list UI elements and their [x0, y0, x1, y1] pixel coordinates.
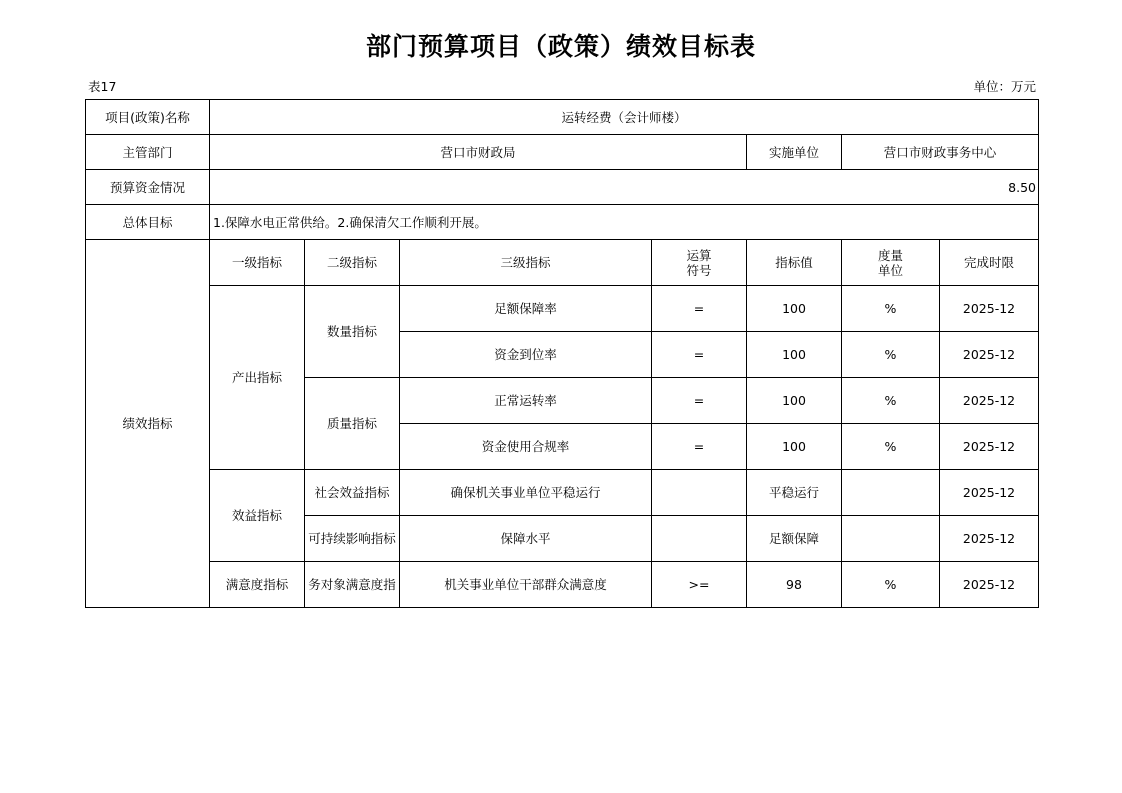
indicator-value: 100 — [747, 286, 842, 332]
indicator-deadline: 2025-12 — [940, 378, 1039, 424]
indicator-value: 足额保障 — [747, 516, 842, 562]
department-value: 营口市财政局 — [210, 135, 747, 170]
indicator-name: 确保机关事业单位平稳运行 — [400, 470, 652, 516]
indicator-value: 100 — [747, 332, 842, 378]
indicator-deadline: 2025-12 — [940, 332, 1039, 378]
indicator-deadline: 2025-12 — [940, 424, 1039, 470]
indicator-row — [86, 562, 1039, 608]
subgroup-quantity: 数量指标 — [305, 286, 400, 378]
indicator-unit: % — [842, 562, 940, 608]
department-row — [86, 135, 1039, 170]
header-value: 指标值 — [747, 240, 842, 286]
indicator-unit: % — [842, 424, 940, 470]
overall-goal-label: 总体目标 — [86, 205, 210, 240]
indicator-operator: = — [652, 424, 747, 470]
indicator-operator: = — [652, 378, 747, 424]
indicator-name: 正常运转率 — [400, 378, 652, 424]
indicator-operator: = — [652, 332, 747, 378]
project-name-value: 运转经费（会计师楼） — [210, 100, 1039, 135]
indicator-unit: % — [842, 332, 940, 378]
group-satisfaction: 满意度指标 — [210, 562, 305, 608]
subgroup-service-satisfaction: 务对象满意度指 — [305, 562, 400, 608]
subgroup-quality: 质量指标 — [305, 378, 400, 470]
indicator-deadline: 2025-12 — [940, 286, 1039, 332]
subgroup-social: 社会效益指标 — [305, 470, 400, 516]
indicator-name: 保障水平 — [400, 516, 652, 562]
header-operator — [652, 240, 747, 286]
implementing-unit-label: 实施单位 — [747, 135, 842, 170]
budget-value: 8.50 — [210, 170, 1039, 205]
sheet-number: 表17 — [88, 79, 117, 94]
indicator-deadline: 2025-12 — [940, 516, 1039, 562]
header-unit-line2: 单位 — [877, 262, 903, 278]
indicator-operator: >= — [652, 562, 747, 608]
indicator-name: 足额保障率 — [400, 286, 652, 332]
indicator-deadline: 2025-12 — [940, 562, 1039, 608]
indicator-name: 机关事业单位干部群众满意度 — [400, 562, 652, 608]
header-unit — [842, 240, 940, 286]
indicator-row — [86, 470, 1039, 516]
indicator-header-row — [86, 240, 1039, 286]
indicator-deadline: 2025-12 — [940, 470, 1039, 516]
indicator-row — [86, 286, 1039, 332]
header-operator-line2: 符号 — [686, 262, 712, 278]
indicator-operator — [652, 516, 747, 562]
header-level2: 二级指标 — [305, 240, 400, 286]
implementing-unit-value: 营口市财政事务中心 — [842, 135, 1039, 170]
budget-row — [86, 170, 1039, 205]
project-name-label: 项目(政策)名称 — [86, 100, 210, 135]
page-title: 部门预算项目（政策）绩效目标表 — [365, 32, 756, 61]
indicator-unit: % — [842, 286, 940, 332]
overall-goal-row — [86, 205, 1039, 240]
performance-target-table — [85, 99, 1039, 608]
indicator-unit: % — [842, 378, 940, 424]
indicator-operator — [652, 470, 747, 516]
subgroup-sustainability: 可持续影响指标 — [305, 516, 400, 562]
indicator-name: 资金使用合规率 — [400, 424, 652, 470]
overall-goal-value: 1.保障水电正常供给。2.确保清欠工作顺利开展。 — [210, 205, 1039, 240]
header-operator-line1: 运算 — [686, 247, 712, 263]
indicator-unit — [842, 516, 940, 562]
department-label: 主管部门 — [86, 135, 210, 170]
header-level3: 三级指标 — [400, 240, 652, 286]
indicator-value: 100 — [747, 424, 842, 470]
indicator-operator: = — [652, 286, 747, 332]
project-name-row — [86, 100, 1039, 135]
group-benefit: 效益指标 — [210, 470, 305, 562]
indicator-name: 资金到位率 — [400, 332, 652, 378]
group-output: 产出指标 — [210, 286, 305, 470]
indicator-unit — [842, 470, 940, 516]
header-deadline: 完成时限 — [940, 240, 1039, 286]
header-level1: 一级指标 — [210, 240, 305, 286]
header-unit-line1: 度量 — [877, 247, 903, 263]
indicator-value: 平稳运行 — [747, 470, 842, 516]
indicator-value: 100 — [747, 378, 842, 424]
indicator-value: 98 — [747, 562, 842, 608]
unit-label: 单位：万元 — [973, 79, 1036, 94]
performance-indicators-label: 绩效指标 — [86, 240, 210, 608]
budget-label: 预算资金情况 — [86, 170, 210, 205]
